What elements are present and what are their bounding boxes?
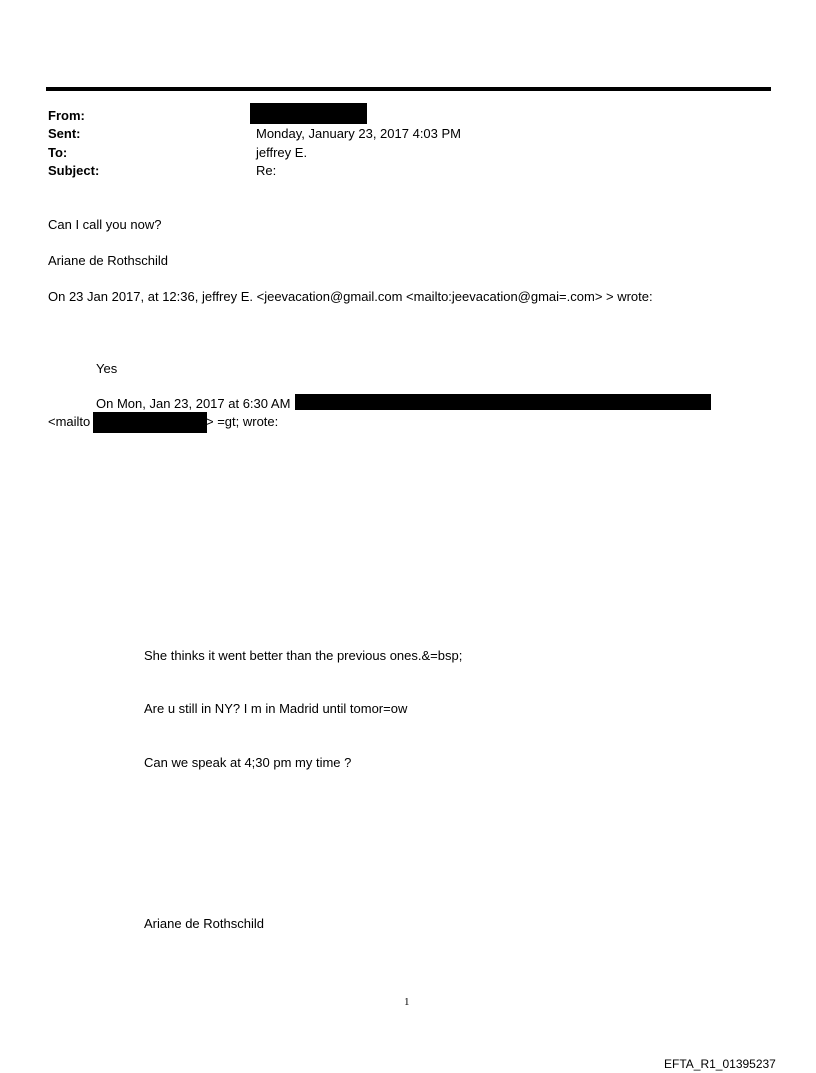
subject-label: Subject: (48, 163, 100, 178)
header-rule (46, 87, 771, 91)
sent-label: Sent: (48, 126, 81, 141)
nested-intro: On Mon, Jan 23, 2017 at 6:30 AM (96, 396, 291, 411)
redaction-from (250, 103, 367, 124)
nested-line: She thinks it went better than the previous ones.&=bsp; (144, 648, 463, 663)
to-value: jeffrey E. (256, 145, 308, 160)
mailto-suffix: > =gt; wrote: (206, 414, 279, 429)
nested-line: Are u still in NY? I m in Madrid until tomor=ow (144, 701, 408, 716)
reply-yes: Yes (96, 361, 118, 376)
redaction-mailto (93, 412, 207, 433)
sent-value: Monday, January 23, 2017 4:03 PM (256, 126, 461, 141)
redaction-sender (295, 394, 711, 410)
from-label: From: (48, 108, 85, 123)
signature: Ariane de Rothschild (144, 916, 264, 931)
mailto-prefix: <mailto (48, 414, 91, 429)
subject-value: Re: (256, 163, 277, 178)
nested-line: Can we speak at 4;30 pm my time ? (144, 755, 352, 770)
body-line: Can I call you now? (48, 217, 162, 232)
document-id: EFTA_R1_01395237 (664, 1057, 776, 1071)
to-label: To: (48, 145, 68, 160)
page-number: 1 (404, 996, 410, 1008)
quote-intro: On 23 Jan 2017, at 12:36, jeffrey E. <jeevacation@gmail.com <mailto:jeevacation@gmai=.com> > wrote: (48, 289, 653, 304)
signature: Ariane de Rothschild (48, 253, 168, 268)
